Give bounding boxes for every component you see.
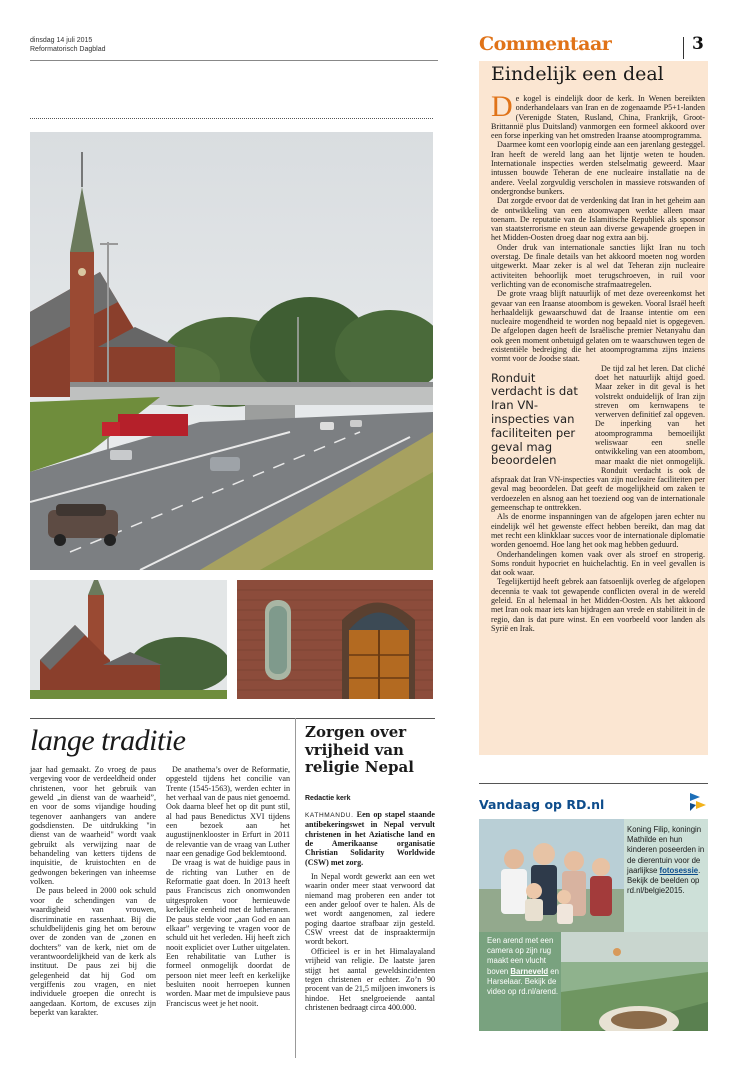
editorial-paragraph: De kogel is eindelijk door de kerk. In Wenen bereikten onderhandelaars van Iran en de zogenaamde P5+1-landen (Verenigde Staten, Rusland, China, Frankrijk, Groot-Brittannië plus Duitsland) vanmorgen een formeel akkoord over een forse inperking van het omstreden Iraanse atoomprogramma. bbox=[491, 90, 705, 141]
section-title: Commentaar bbox=[479, 33, 612, 55]
nepal-headline: Zorgen over vrijheid van religie Nepal bbox=[305, 723, 414, 776]
issue-date: dinsdag 14 juli 2015 bbox=[30, 37, 93, 44]
promo-title: Vandaag op RD.nl bbox=[479, 797, 605, 812]
promo-text-royals: Koning Filip, koningin Mathilde en hun kinderen poseerden in de dierentuin voor de jaarlijkse fotosessie. Bekijk de beelden op rd.nl/belgie2015. bbox=[627, 825, 705, 896]
page-number-divider bbox=[683, 37, 684, 59]
dotted-divider bbox=[30, 118, 433, 119]
editorial-paragraph: Ronduit verdacht is dat Iran VN-inspecties van faciliteiten per geval mag beoordelen De tijd zal het leren. Dat cliché doet het natuurlijk altijd goed. Maar zeker in dit geval is het volstrekt onduidelijk of Iran zijn streven om kernwapens te verwerven definitief zal opgeven. De inperking van het atoomprogramma bemoeilijkt weliswaar een snelle ontwikkeling van een atoombom, maar maakt die niet onmogelijk. Ronduit verdacht is ook de afspraak dat Iran VN-inspecties van zijn nucleaire faciliteiten per geval mag beoordelen. Dat geeft de mogelijkheid om zaken te verdoezelen en alsnog aan het toeziend oog van de internationale gemeenschap te onttrekken. bbox=[491, 363, 705, 513]
editorial-paragraph: Onder druk van internationale sancties lijkt Iran nu toch overstag. De finale details van het akkoord moeten nog worden uitgewerkt. Maar zeker is al wel dat Teheran zijn nucleaire activiteiten behoorlijk moet terugschroeven, in ruil voor verlichting van de economische strafmaatregelen. bbox=[491, 242, 705, 289]
nepal-rule bbox=[305, 718, 435, 719]
article-paragraph: De anathema’s over de Reformatie, opgesteld tijdens het concilie van Trente (1545-1563), werden echter in het verhaal van de paus niet genoemd. Ook daarna bleef het op dit punt stil, al had paus Benedictus XVI tijdens een bezoek aan het augustijnenklooster in Erfurt in 2011 de relevantie van de vraag van Luther naar een genadige God beklemtoond. bbox=[166, 765, 290, 859]
top-rule bbox=[30, 60, 438, 61]
article-paragraph: jaar had gemaakt. Zo vroeg de paus vergeving voor de verdeeldheid onder christenen, voor het gebruik van geweld „in dienst van de waarheid”, en voor de soms vijandige houding tegenover aanhangers van andere godsdiensten. De uitdrukking "in dienst van de waarheid" wordt vaak gebruikt als verwijzing naar de behandeling van ketters tijdens de inquisitie, de kruistochten en de gedwongen bekeringen van inheemse volken. bbox=[30, 765, 156, 887]
page-number: 3 bbox=[692, 34, 704, 54]
editorial-paragraph: Daarmee komt een voorlopig einde aan een jarenlang gesteggel. Iran heeft de wereld lang aan het lijntje weten te houden. Internationale inspecties werden stelselmatig geweerd. Maar intussen bouwde Teheran de ene nucleaire installatie na de andere. Veelal zorgvuldig verscholen in massieve rotswanden of ondergrondse bunkers. bbox=[491, 140, 705, 196]
article-column-1 bbox=[30, 765, 156, 1017]
editorial-paragraph: Tegelijkertijd heeft gebrek aan fatsoenlijk overleg de afgelopen decennia te vaak tot gewapende conflicten overal in de wereld geleid. En al helemaal in het Midden-Oosten. Als het akkoord met Iran ook maar iets kan bijdragen aan vrede en stabiliteit in de regio, dan is dat pure winst. En een voorbeeld voor landen als Syrië en Irak. bbox=[491, 577, 705, 633]
column-divider bbox=[295, 718, 296, 1058]
masthead bbox=[30, 36, 105, 54]
article-paragraph: De paus beleed in 2000 ook schuld voor de schendingen van de waardigheid van vrouwen, discriminatie en rassenhaat. Bij die schuldbelijdenis ging het om berouw over de zonden van de „zonen en dochters” van de kerk, niet om de verantwoordelijkheid van de kerk als instituut. De paus zei bij die gelegenheid dat hij God om vergiffenis zou vragen, en niet individuele groepen die onrecht is aangedaan. Kortom, de excuses zijn beperkt van karakter. bbox=[30, 886, 156, 1017]
article-column-2 bbox=[166, 765, 290, 1008]
dateline: KATHMANDU. bbox=[305, 812, 354, 819]
editorial-paragraph: Onderhandelingen komen vaak over als stroef en stroperig. Soms ronduit hypocriet en huichelachtig. En in veel gevallen is dat ook waar. bbox=[491, 549, 705, 578]
door-photo bbox=[237, 580, 433, 699]
nepal-paragraph: In Nepal wordt gewerkt aan een wet waarin onder meer staat verwoord dat niemand mag proberen een ander tot een ander geloof over te halen. Als de wet wordt aangenomen, zal iedere poging daartoe strafbaar zijn gesteld. CSW vreest dat de inspraaktermijn wordt bekort. bbox=[305, 872, 435, 947]
promo-text-eagle: Een arend met een camera op zijn rug maakt een vlucht boven Barneveld en Harselaar. Bekijk de video op rd.nl/arend. bbox=[487, 936, 559, 997]
pull-quote: Ronduit verdacht is dat Iran VN-inspecties van faciliteiten per geval mag beoordelen bbox=[491, 370, 578, 468]
drop-cap: D bbox=[491, 90, 513, 123]
newspaper-name: Reformatorisch Dagblad bbox=[30, 46, 106, 53]
nepal-lead: KATHMANDU. Een op stapel staande antibekeringswet in Nepal vervult christenen in het Aziatische land en de Amerikaanse organisatie Christian Solidarity Worldwide (CSW) met zorg. bbox=[305, 810, 435, 867]
article-paragraph: De vraag is wat de huidige paus in de richting van Luther en de Reformatie gaat doen. In 2013 heeft paus Franciscus zich onomwonden uitgesproken voor hernieuwde kerkelijke eenheid met de lutheranen. De paus stelde voor „aan God en aan elkaar” vergeving te vragen voor de schuld uit het verleden. Hij heeft zich nooit expliciet over Luther uitgelaten. Een rehabilitatie van Luther is formeel onmogelijk doordat de persoon niet meer leeft en kerkelijke besluiten nooit herroepen kunnen worden. Maar met de impulsieve paus Franciscus weet je het nooit. bbox=[166, 858, 290, 1008]
main-photo bbox=[30, 132, 433, 570]
photo-session-link[interactable]: fotosessie bbox=[659, 865, 699, 875]
church-photo bbox=[30, 580, 227, 699]
editorial-body bbox=[491, 90, 705, 633]
barneveld-link[interactable]: Barneveld bbox=[510, 966, 549, 976]
editorial-paragraph: Als de enorme inspanningen van de afgelopen jaren echter nu eindelijk wél het gewenste effect hebben bereikt, dan mag dat met recht een klinkklaar succes voor de internationale diplomatie worden genoemd. Hoe lang het ook mag hebben geduurd. bbox=[491, 512, 705, 550]
editorial-paragraph: Dat zorgde ervoor dat de verdenking dat Iran in het geheim aan de ontwikkeling van een atoomwapen werkte alleen maar toenam. De reputatie van de Islamitische Republiek als sponsor van staatsterrorisme en steun aan diverse gewapende groepen in het Midden-Oosten droeg daar nog extra aan bij. bbox=[491, 196, 705, 243]
promo-rule bbox=[479, 783, 708, 784]
nepal-paragraph: Officieel is er in het Himalayaland vrijheid van religie. De laatste jaren stijgt het aantal geweldsincidenten tegen christenen er echter. Zo’n 90 procent van de 21,5 miljoen inwoners is hindoe. Het snelgroeiende aantal christenen bedraagt circa 400.000. bbox=[305, 946, 435, 1012]
byline: Redactie kerk bbox=[305, 795, 351, 802]
editorial-headline: Eindelijk een deal bbox=[491, 63, 664, 85]
article-headline: lange traditie bbox=[30, 724, 186, 757]
rd-logo-icon bbox=[688, 791, 708, 817]
editorial-paragraph: De grote vraag blijft natuurlijk of met deze overeenkomst het gevaar van een Iraanse atoombom is geweken. Vooral Israël heeft herhaaldelijk gewaarschuwd dat de Iraanse intentie om een nucleaire mogendheid te worden nog bepaald niet is opgegeven. De afgelopen dagen heeft de Israëlische premier Netanyahu dan ook geen moment onbetuigd gelaten om te waarschuwen tegen de existentiële bedreiging die het atoomprogramma zijns inziens vormt voor de Joodse staat. bbox=[491, 289, 705, 364]
nepal-body bbox=[305, 810, 435, 1012]
